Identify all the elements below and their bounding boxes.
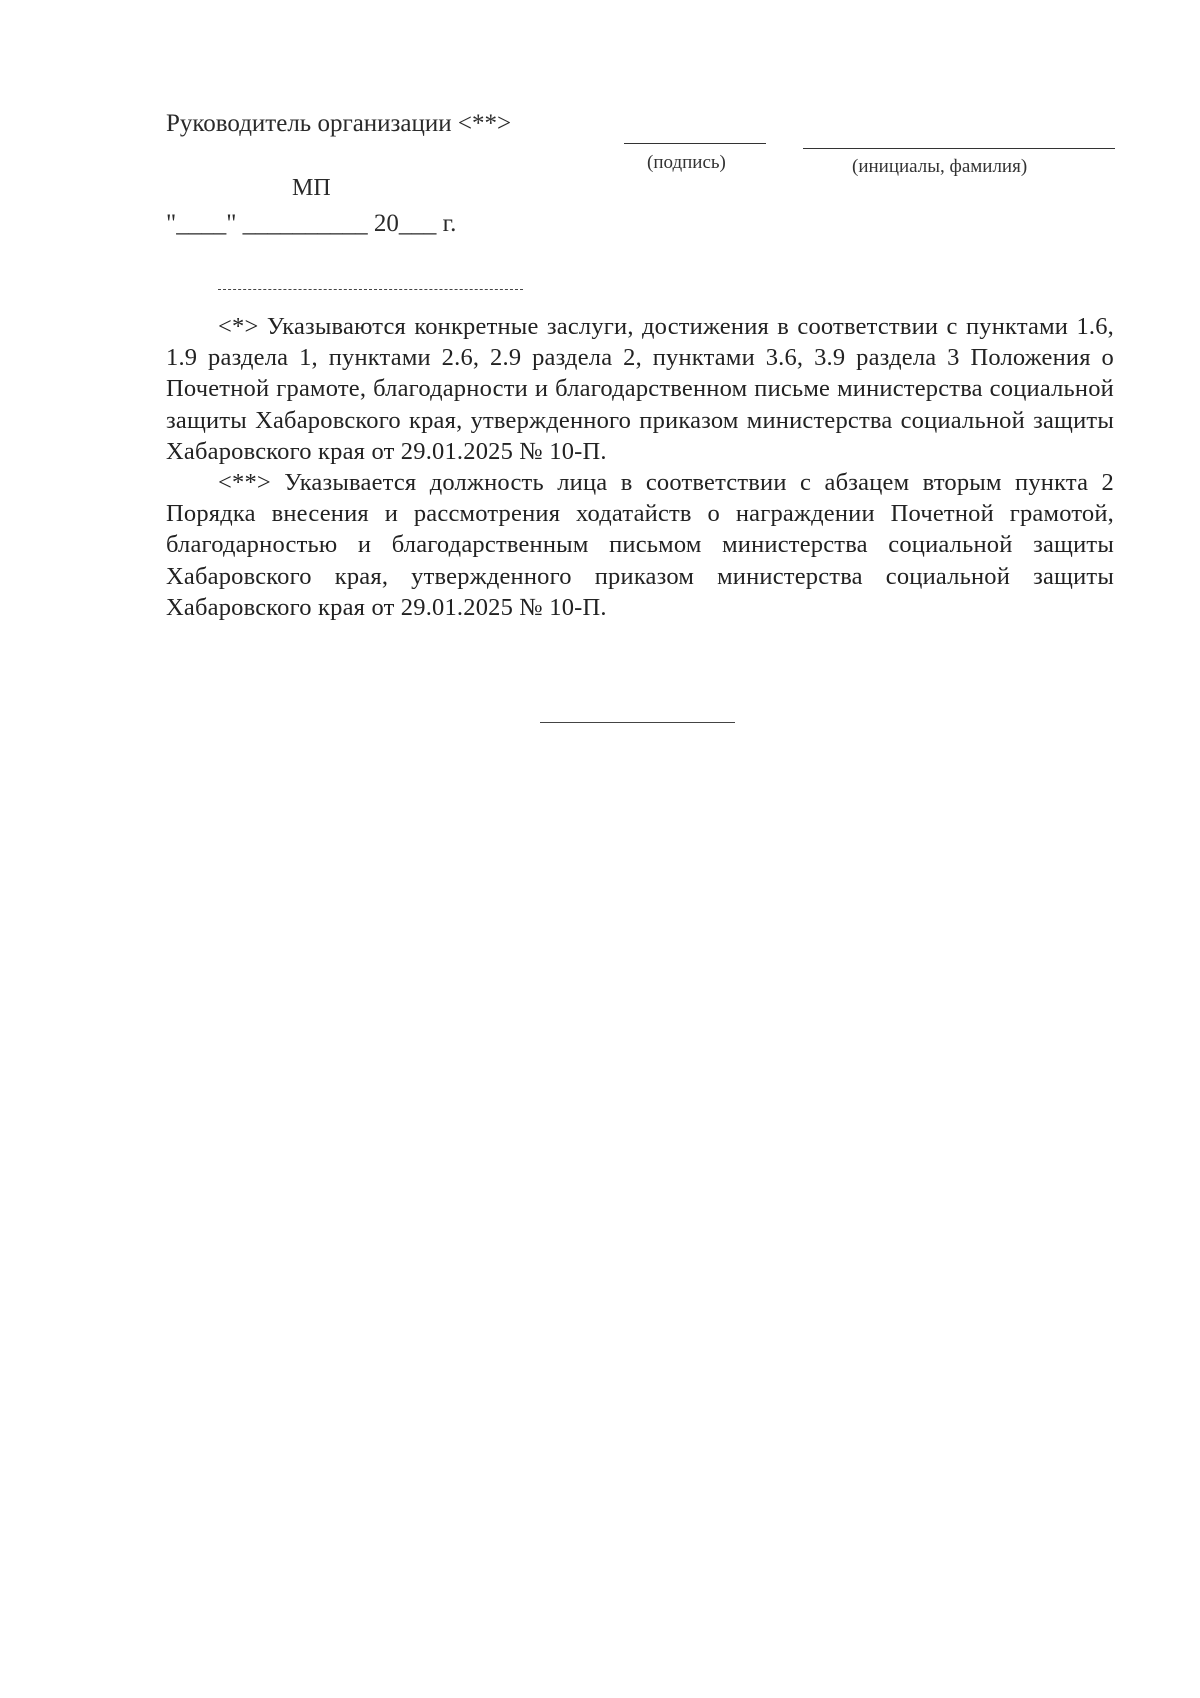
footnote-item: <*> Указываются конкретные заслуги, достижения в соответствии с пунктами 1.6, 1.9 раздела 1, пунктами 2.6, 2.9 раздела 2, пунктами 3.6, 3.9 раздела 3 Положения о Почетной грамоте, благодарности и благодарственном письме министерства социальной защиты Хабаровского края, утвержденного приказом министерства социальной защиты Хабаровского края от 29.01.2025 № 10-П. — [166, 313, 1114, 465]
signature-caption: (подпись) — [647, 152, 726, 173]
name-caption: (инициалы, фамилия) — [852, 156, 1028, 177]
organization-head-title: Руководитель организации <**> — [166, 110, 512, 137]
footnotes — [166, 311, 1114, 623]
end-rule — [540, 722, 735, 723]
signature-line — [624, 143, 766, 144]
name-line — [803, 148, 1115, 149]
stamp-placeholder: МП — [292, 175, 331, 201]
date-line: "____" __________ 20___ г. — [166, 210, 457, 237]
footnote-item: <**> Указывается должность лица в соответствии с абзацем вторым пункта 2 Порядка внесения и рассмотрения ходатайств о награждении Почетной грамотой, благодарностью и благодарственным письмом министерства социальной защиты Хабаровского края, утвержденного приказом министерства социальной защиты Хабаровского края от 29.01.2025 № 10-П. — [166, 469, 1114, 621]
footnote-separator — [218, 289, 523, 290]
